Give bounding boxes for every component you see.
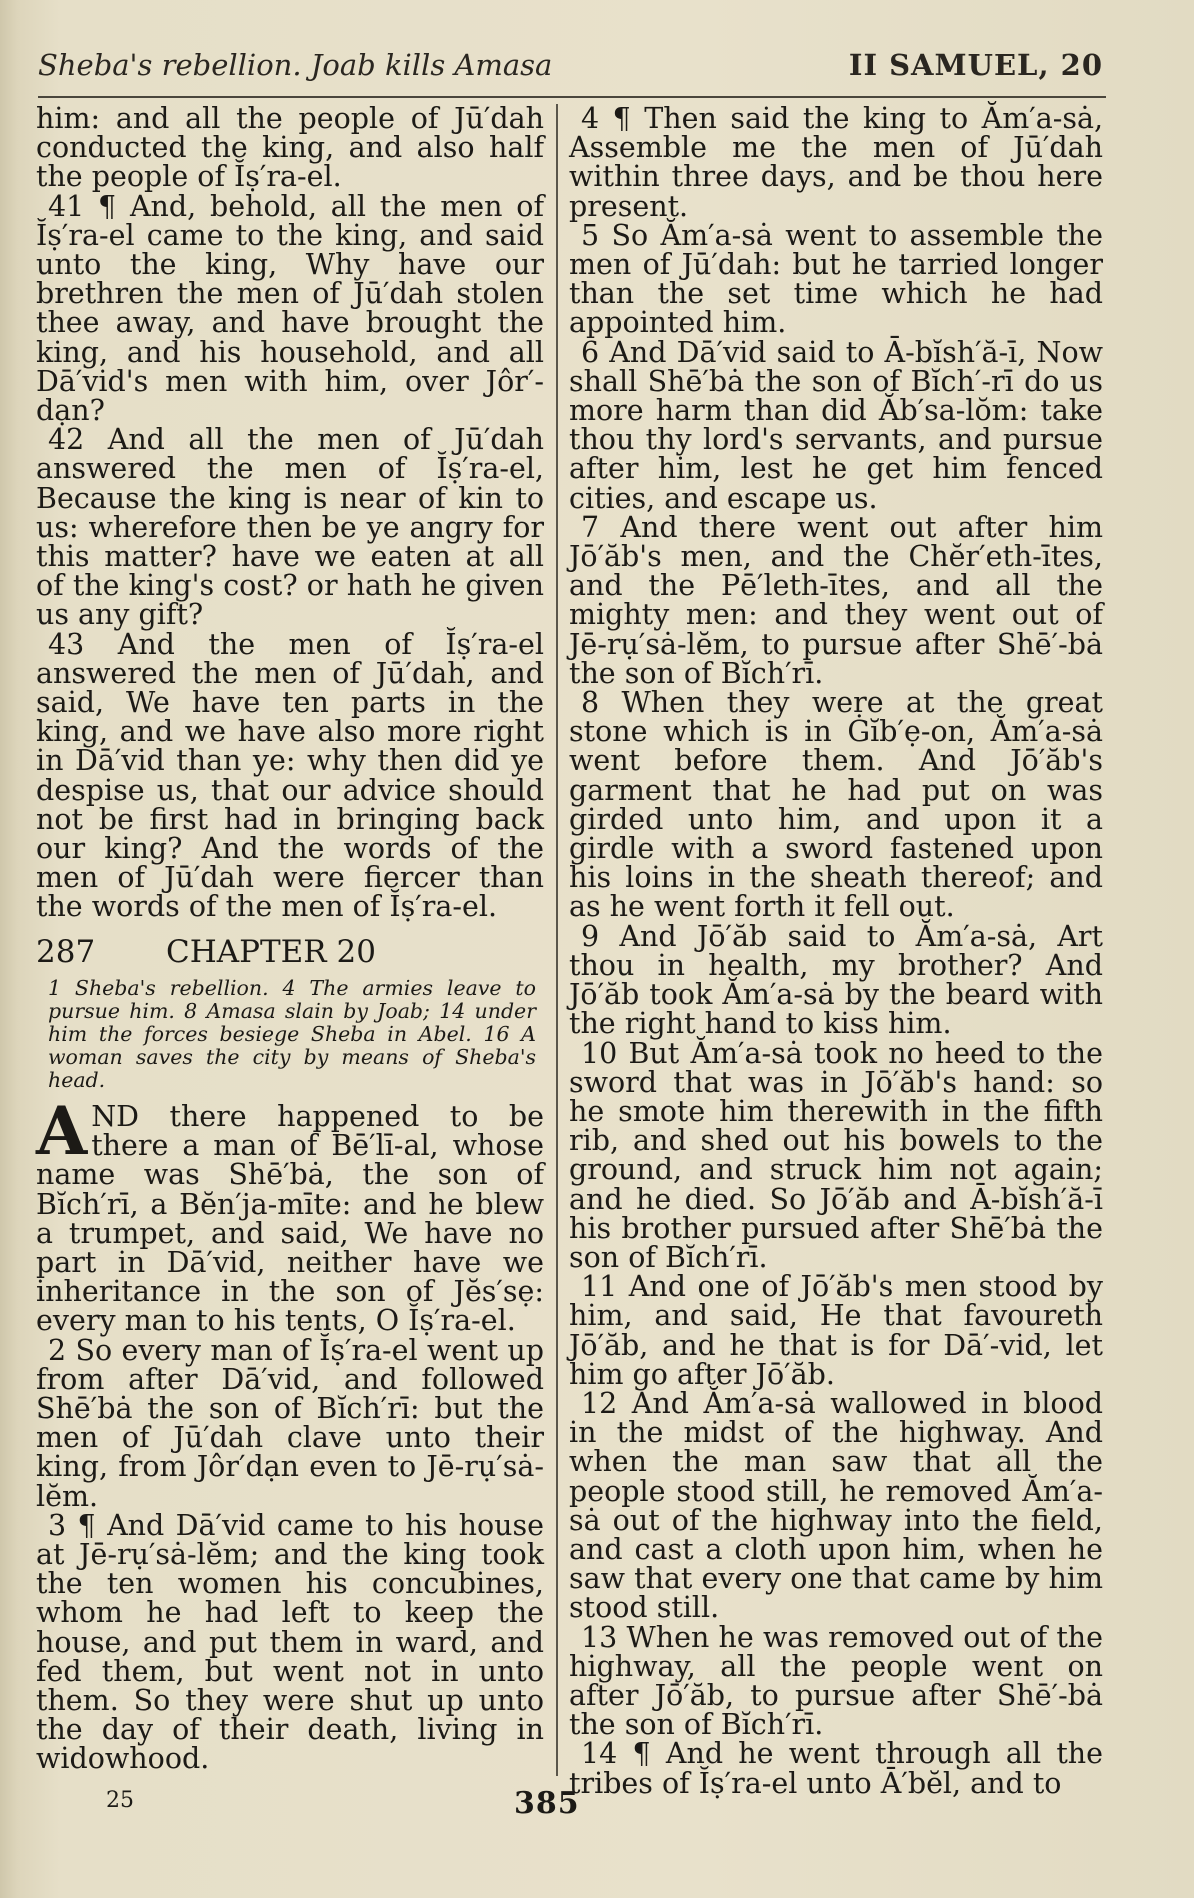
- verse-2: 2 So every man of Ĭṣ′ra-el went up from after Dā′vid, and followed Shē′bȧ the son of Bĭch′rī: but the men of Jū′dah clave unto their king, from Jôr′dạn even to Jē-rụ′sȧ-lĕm.: [36, 1333, 544, 1513]
- header-rule: [38, 96, 1106, 98]
- verse-3: 3 ¶ And Dā′vid came to his house at Jē-rụ′sȧ-lĕm; and the king took the ten women his concubines, whom he had left to keep the house, and put them in ward, and fed them, but went not in unto them. So they were shut up unto the day of their death, living in widowhood.: [36, 1508, 544, 1776]
- chapter-summary: 1 Sheba's rebellion. 4 The armies leave to pursue him. 8 Amasa slain by Joab; 14 under him the forces besiege Sheba in Abel. 16 A woman saves the city by means of Sheba's head.: [48, 975, 536, 1092]
- verse-10: 10 But Ăm′a-sȧ took no heed to the sword that was in Jō′ăb's hand: so he smote him therewith in the fifth rib, and shed out his bowels to the ground, and struck him not again; and he died. So Jō′ăb and Ā-bĭsh′ă-ī his brother pursued after Shē′bȧ the son of Bĭch′rī.: [569, 1036, 1103, 1274]
- verse-6: 6 And Dā′vid said to Ā-bĭsh′ă-ī, Now shall Shē′bȧ the son of Bĭch′-rī do us more harm than did Ăb′sa-lŏm: take thou thy lord's servants, and pursue after him, lest he get him fenced cities, and escape us.: [569, 335, 1103, 515]
- verse-4: 4 ¶ Then said the king to Ăm′a-sȧ, Assemble me the men of Jū′dah within three days, and be thou here present.: [569, 102, 1103, 223]
- verse-7: 7 And there went out after him Jō′ăb's men, and the Chĕr′eth-ītes, and the Pē′leth-ītes, and all the mighty men: and they went out of Jē-rụ′sȧ-lĕm, to pursue after Shē′-bȧ the son of Bĭch′rī.: [569, 510, 1103, 690]
- verse-12: 12 And Ăm′a-sȧ wallowed in blood in the midst of the highway. And when the man saw that all the people stood still, he removed Ăm′a-sȧ out of the highway into the field, and cast a cloth upon him, when he saw that every one that came by him stood still.: [569, 1386, 1103, 1625]
- header-topic: Sheba's rebellion. Joab kills Amasa: [38, 48, 553, 82]
- verse-43: 43 And the men of Ĭṣ′ra-el answered the men of Jū′dah, and said, We have ten parts in the king, and we have also more right in Dā′vid than ye: why then did ye despise us, that our advice should not be first had in bringing back our king? And the words of the men of Jū′dah were fiercer than the words of the men of Ĭṣ′ra-el.: [36, 627, 544, 924]
- page-number: 385: [514, 1786, 580, 1821]
- verse-5: 5 So Ăm′a-sȧ went to assemble the men of Jū′dah: but he tarried longer than the set time which he had appointed him.: [569, 218, 1103, 340]
- header-book-chapter: II SAMUEL, 20: [848, 48, 1103, 82]
- column-divider: [556, 104, 558, 1776]
- verse-11: 11 And one of Jō′ăb's men stood by him, and said, He that favoureth Jō′ăb, and he that is for Dā′-vid, let him go after Jō′ăb.: [569, 1270, 1103, 1391]
- verse-41: 41 ¶ And, behold, all the men of Ĭṣ′ra-el came to the king, and said unto the king, Why have our brethren the men of Jū′dah stolen thee away, and have brought the king, and his household, and all Dā′vid's men with him, over Jôr′-dạn?: [36, 189, 544, 428]
- verse-14: 14 ¶ And he went through all the tribes of Ĭṣ′ra-el unto Ā′bĕl, and to: [569, 1737, 1103, 1800]
- verse-continuation: him: and all the people of Jū′dah conducted the king, and also half the people of Ĭṣ′ra-el.: [36, 102, 544, 194]
- left-column: [36, 104, 544, 1774]
- chapter-reference-number: 287: [36, 933, 96, 970]
- signature-mark: 25: [106, 1788, 134, 1813]
- running-header: [38, 48, 1103, 98]
- chapter-title: CHAPTER 20: [166, 933, 376, 970]
- chapter-heading: [36, 933, 544, 970]
- verse-9: 9 And Jō′ăb said to Ăm′a-sȧ, Art thou in health, my brother? And Jō′ăb took Ăm′a-sȧ by the beard with the right hand to kiss him.: [569, 919, 1103, 1041]
- verse-42: 42 And all the men of Jū′dah answered the men of Ĭṣ′ra-el, Because the king is near of kin to us: wherefore then be ye angry for this matter? have we eaten at all of the king's cost? or hath he given us any gift?: [36, 423, 544, 632]
- verse-1-text: ND there happened to be there a man of Bē′lī-al, whose name was Shē′bȧ, the son of Bĭch′rī, a Bĕn′ja-mīte: and he blew a trumpet, and said, We have no part in Dā′vid, neither have we inheritance in the son of Jĕs′sẹ: every man to his tents, O Ĭṣ′ra-el.: [36, 1099, 544, 1338]
- verse-8: 8 When they were at the great stone which is in Ġĭb′ẹ-on, Ăm′a-sȧ went before them. And Jō′ăb's garment that he had put on was girded unto him, and upon it a girdle with a sword fastened upon his loins in the sheath thereof; and as he went forth it fell out.: [569, 686, 1103, 924]
- right-column: [569, 104, 1103, 1798]
- verse-13: 13 When he was removed out of the highway, all the people went on after Jō′ăb, to pursue after Shē′-bȧ the son of Bĭch′rī.: [569, 1620, 1103, 1742]
- drop-cap: A: [36, 1091, 88, 1170]
- verse-1: [36, 1091, 544, 1338]
